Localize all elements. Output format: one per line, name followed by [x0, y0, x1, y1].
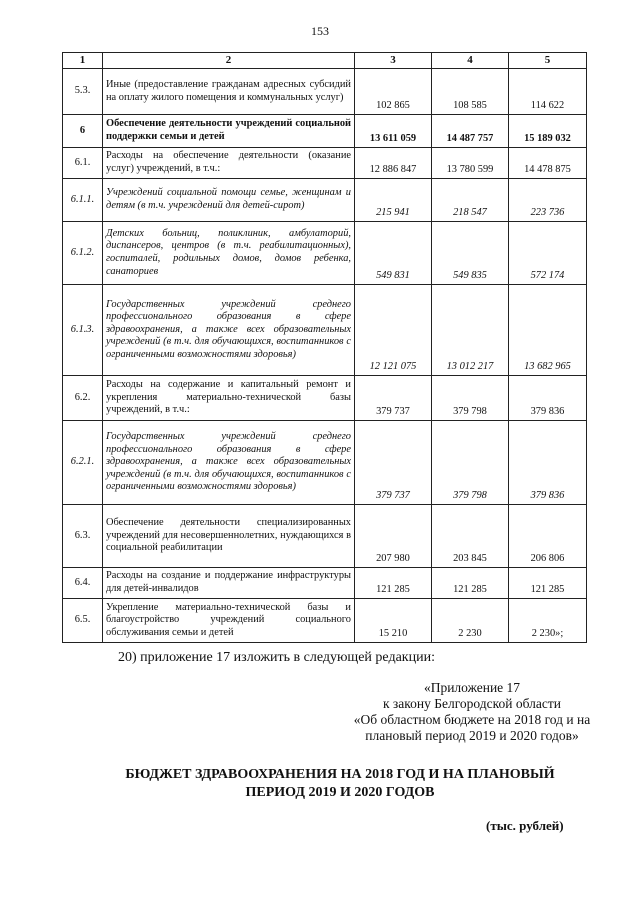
value-2019-cell: 2 230 [432, 599, 509, 643]
value-2019-cell: 121 285 [432, 568, 509, 599]
amendment-text: 20) приложение 17 изложить в следующей редакции: [118, 650, 435, 665]
title-line-1: БЮДЖЕТ ЗДРАВООХРАНЕНИЯ НА 2018 ГОД И НА ПЛАНОВЫЙ [125, 767, 555, 782]
value-2019-cell: 13 780 599 [432, 148, 509, 179]
annex-reference [330, 680, 614, 744]
row-description-cell: Расходы на содержание и капитальный ремонт и укрепления материально-технической базы учреждений, в т.ч.: [103, 376, 355, 421]
value-2019-cell: 379 798 [432, 376, 509, 421]
row-description-cell: Обеспечение деятельности учреждений социальной поддержки семьи и детей [103, 115, 355, 148]
budget-table [62, 52, 587, 643]
value-2018-cell: 12 121 075 [355, 285, 432, 376]
value-2018-cell: 207 980 [355, 505, 432, 568]
row-number-cell: 6 [63, 115, 103, 148]
table-row [63, 148, 587, 179]
value-2019-cell: 14 487 757 [432, 115, 509, 148]
row-number-cell: 5.3. [63, 69, 103, 115]
value-2019-cell: 13 012 217 [432, 285, 509, 376]
row-number-cell: 6.2. [63, 376, 103, 421]
annex-line-4: плановый период 2019 и 2020 годов» [365, 728, 579, 743]
table-row [63, 222, 587, 285]
row-number-cell: 6.1.2. [63, 222, 103, 285]
header-col-4: 4 [432, 53, 509, 69]
value-2018-cell: 379 737 [355, 376, 432, 421]
value-2020-cell: 13 682 965 [509, 285, 587, 376]
annex-line-1: «Приложение 17 [423, 680, 521, 695]
row-description-cell: Детских больниц, поликлиник, амбулаторий, диспансеров, центров (в т.ч. реабилитационных), госпиталей, родильных домов, домов ребенка, санаториев [103, 222, 355, 285]
value-2018-cell: 379 737 [355, 421, 432, 505]
table-row [63, 115, 587, 148]
value-2020-cell: 223 736 [509, 179, 587, 222]
value-2020-cell: 15 189 032 [509, 115, 587, 148]
value-2020-cell: 14 478 875 [509, 148, 587, 179]
annex-line-3: «Об областном бюджете на 2018 год и на [353, 712, 591, 727]
table-row [63, 599, 587, 643]
value-2018-cell: 121 285 [355, 568, 432, 599]
row-description-cell: Расходы на обеспечение деятельности (оказание услуг) учреждений, в т.ч.: [103, 148, 355, 179]
table-row [63, 505, 587, 568]
value-2020-cell: 121 285 [509, 568, 587, 599]
row-number-cell: 6.3. [63, 505, 103, 568]
title-line-2: ПЕРИОД 2019 И 2020 ГОДОВ [245, 785, 435, 800]
row-description-cell: Государственных учреждений среднего профессионального образования в сфере здравоохранения, а также всех образовательных учреждений (в т.ч. для обучающихся, воспитанников с ограниченными возможностями здоровья) [103, 285, 355, 376]
table-row [63, 285, 587, 376]
header-col-2: 2 [103, 53, 355, 69]
row-number-cell: 6.4. [63, 568, 103, 599]
row-description-cell: Расходы на создание и поддержание инфраструктуры для детей-инвалидов [103, 568, 355, 599]
value-2019-cell: 203 845 [432, 505, 509, 568]
row-description-cell: Учреждений социальной помощи семье, женщинам и детям (в т.ч. учреждений для детей-сирот) [103, 179, 355, 222]
value-2018-cell: 215 941 [355, 179, 432, 222]
table-row [63, 69, 587, 115]
row-description-cell: Иные (предоставление гражданам адресных субсидий на оплату жилого помещения и коммунальных услуг) [103, 69, 355, 115]
row-number-cell: 6.1. [63, 148, 103, 179]
value-2020-cell: 2 230»; [509, 599, 587, 643]
value-2018-cell: 549 831 [355, 222, 432, 285]
header-col-1: 1 [63, 53, 103, 69]
value-2020-cell: 379 836 [509, 421, 587, 505]
value-2020-cell: 379 836 [509, 376, 587, 421]
header-col-3: 3 [355, 53, 432, 69]
table-row [63, 376, 587, 421]
table-header-row [63, 53, 587, 69]
value-2018-cell: 13 611 059 [355, 115, 432, 148]
value-2019-cell: 379 798 [432, 421, 509, 505]
table-body [63, 69, 587, 643]
value-2019-cell: 549 835 [432, 222, 509, 285]
table-row [63, 568, 587, 599]
row-number-cell: 6.1.3. [63, 285, 103, 376]
value-2019-cell: 108 585 [432, 69, 509, 115]
value-2019-cell: 218 547 [432, 179, 509, 222]
value-2018-cell: 12 886 847 [355, 148, 432, 179]
table-row [63, 179, 587, 222]
document-title [70, 766, 610, 802]
units-label: (тыс. рублей) [486, 818, 564, 833]
header-col-5: 5 [509, 53, 587, 69]
value-2018-cell: 102 865 [355, 69, 432, 115]
row-number-cell: 6.5. [63, 599, 103, 643]
table-row [63, 421, 587, 505]
value-2020-cell: 572 174 [509, 222, 587, 285]
annex-line-2: к закону Белгородской области [383, 696, 561, 711]
value-2020-cell: 114 622 [509, 69, 587, 115]
value-2020-cell: 206 806 [509, 505, 587, 568]
row-description-cell: Государственных учреждений среднего профессионального образования в сфере здравоохранения, а также всех образовательных учреждений (в т.ч. для обучающихся, воспитанников с ограниченными возможностями здоровья) [103, 421, 355, 505]
row-number-cell: 6.2.1. [63, 421, 103, 505]
row-number-cell: 6.1.1. [63, 179, 103, 222]
row-description-cell: Обеспечение деятельности специализированных учреждений для несовершеннолетних, нуждающихся в социальной реабилитации [103, 505, 355, 568]
row-description-cell: Укрепление материально-технической базы и благоустройство учреждений социального обслуживания семьи и детей [103, 599, 355, 643]
page-number: 153 [311, 24, 329, 38]
value-2018-cell: 15 210 [355, 599, 432, 643]
